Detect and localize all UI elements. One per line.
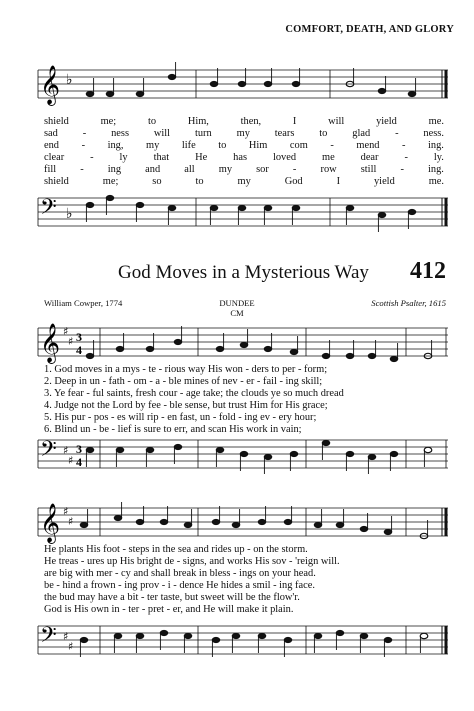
time-signature: 4 <box>76 455 82 469</box>
bass-clef-icon: 𝄢 <box>40 195 57 225</box>
hymn-number: 412 <box>410 258 446 284</box>
time-signature: 3 <box>76 330 82 344</box>
verse-5-line-1: 5. His pur - pos - es will rip - en fast, un - fold - ing ev - ery hour; <box>44 412 317 423</box>
prev-treble-staff <box>0 60 474 110</box>
system1-lyrics <box>44 364 446 436</box>
verse-2-line-2: He treas - ures up His bright de - signs, and works His sov - 'reign will. <box>44 556 340 567</box>
verse-6-line-2: God is His own in - ter - pret - er, and He will make it plain. <box>44 604 294 615</box>
time-signature: 3 <box>76 442 82 456</box>
system1-bass-staff <box>0 430 474 480</box>
sharp-sign-icon: ♯ <box>63 444 69 457</box>
verse-4-line-2: be - hind a frown - ing prov - i - dence He hides a smil - ing face. <box>44 580 315 591</box>
sharp-sign-icon: ♯ <box>68 335 74 348</box>
verse-5-line-2: the bud may have a bit - ter taste, but sweet will be the flow'r. <box>44 592 300 603</box>
verse-2-line-1: 2. Deep in un - fath - om - a - ble mines of nev - er - fail - ing skill; <box>44 376 323 387</box>
tune-name: DUNDEE <box>219 298 255 308</box>
prev-lyric-line-6: shield me; so to my God I yield me. <box>44 176 444 187</box>
prev-lyric-line-2: sad - ness will turn my tears to glad - ness. <box>44 128 444 139</box>
flat-sign-icon: ♭ <box>66 206 73 222</box>
time-signature: 4 <box>76 343 82 357</box>
flat-sign-icon: ♭ <box>66 72 73 88</box>
prev-lyric-line-5: fill - ing and all my sor - row still - ing. <box>44 164 444 175</box>
author-credit: William Cowper, 1774 <box>44 298 123 308</box>
sharp-sign-icon: ♯ <box>63 325 69 338</box>
verse-1-line-1: 1. God moves in a mys - te - rious way His won - ders to per - form; <box>44 364 328 375</box>
running-head: COMFORT, DEATH, AND GLORY <box>285 24 454 35</box>
bass-clef-icon: 𝄢 <box>40 623 57 653</box>
sharp-sign-icon: ♯ <box>68 640 74 653</box>
prev-lyric-line-4: clear - ly that He has loved me dear - ly. <box>44 152 444 163</box>
tune-source: Scottish Psalter, 1615 <box>371 298 446 308</box>
system2-treble-staff <box>0 498 474 548</box>
verse-6-line-1: 6. Blind un - be - lief is sure to err, and scan His work in vain; <box>44 424 302 435</box>
treble-clef-icon: 𝄞 <box>40 503 61 543</box>
treble-clef-icon: 𝄞 <box>40 65 61 105</box>
sharp-sign-icon: ♯ <box>63 505 69 518</box>
hymn-title: God Moves in a Mysterious Way <box>118 262 369 283</box>
prev-hymn-lyrics <box>44 116 444 188</box>
treble-clef-icon: 𝄞 <box>40 323 61 363</box>
system1-treble-staff <box>0 318 474 368</box>
sharp-sign-icon: ♯ <box>68 515 74 528</box>
verse-1-line-2: He plants His foot - steps in the sea and rides up - on the storm. <box>44 544 308 555</box>
verse-4-line-1: 4. Judge not the Lord by fee - ble sense, but trust Him for His grace; <box>44 400 328 411</box>
sharp-sign-icon: ♯ <box>63 630 69 643</box>
prev-lyric-line-3: end - ing, my life to Him com - mend - ing. <box>44 140 444 151</box>
verse-3-line-1: 3. Ye fear - ful saints, fresh cour - age take; the clouds ye so much dread <box>44 388 344 399</box>
meter: CM <box>230 308 244 318</box>
prev-lyric-line-1: shield me; to Him, then, I will yield me. <box>44 116 444 127</box>
sharp-sign-icon: ♯ <box>68 454 74 467</box>
system2-lyrics <box>44 544 446 616</box>
prev-bass-staff <box>0 188 474 238</box>
verse-3-line-2: are big with mer - cy and shall break in bless - ings on your head. <box>44 568 316 579</box>
bass-clef-icon: 𝄢 <box>40 437 57 467</box>
system2-bass-staff <box>0 616 474 666</box>
